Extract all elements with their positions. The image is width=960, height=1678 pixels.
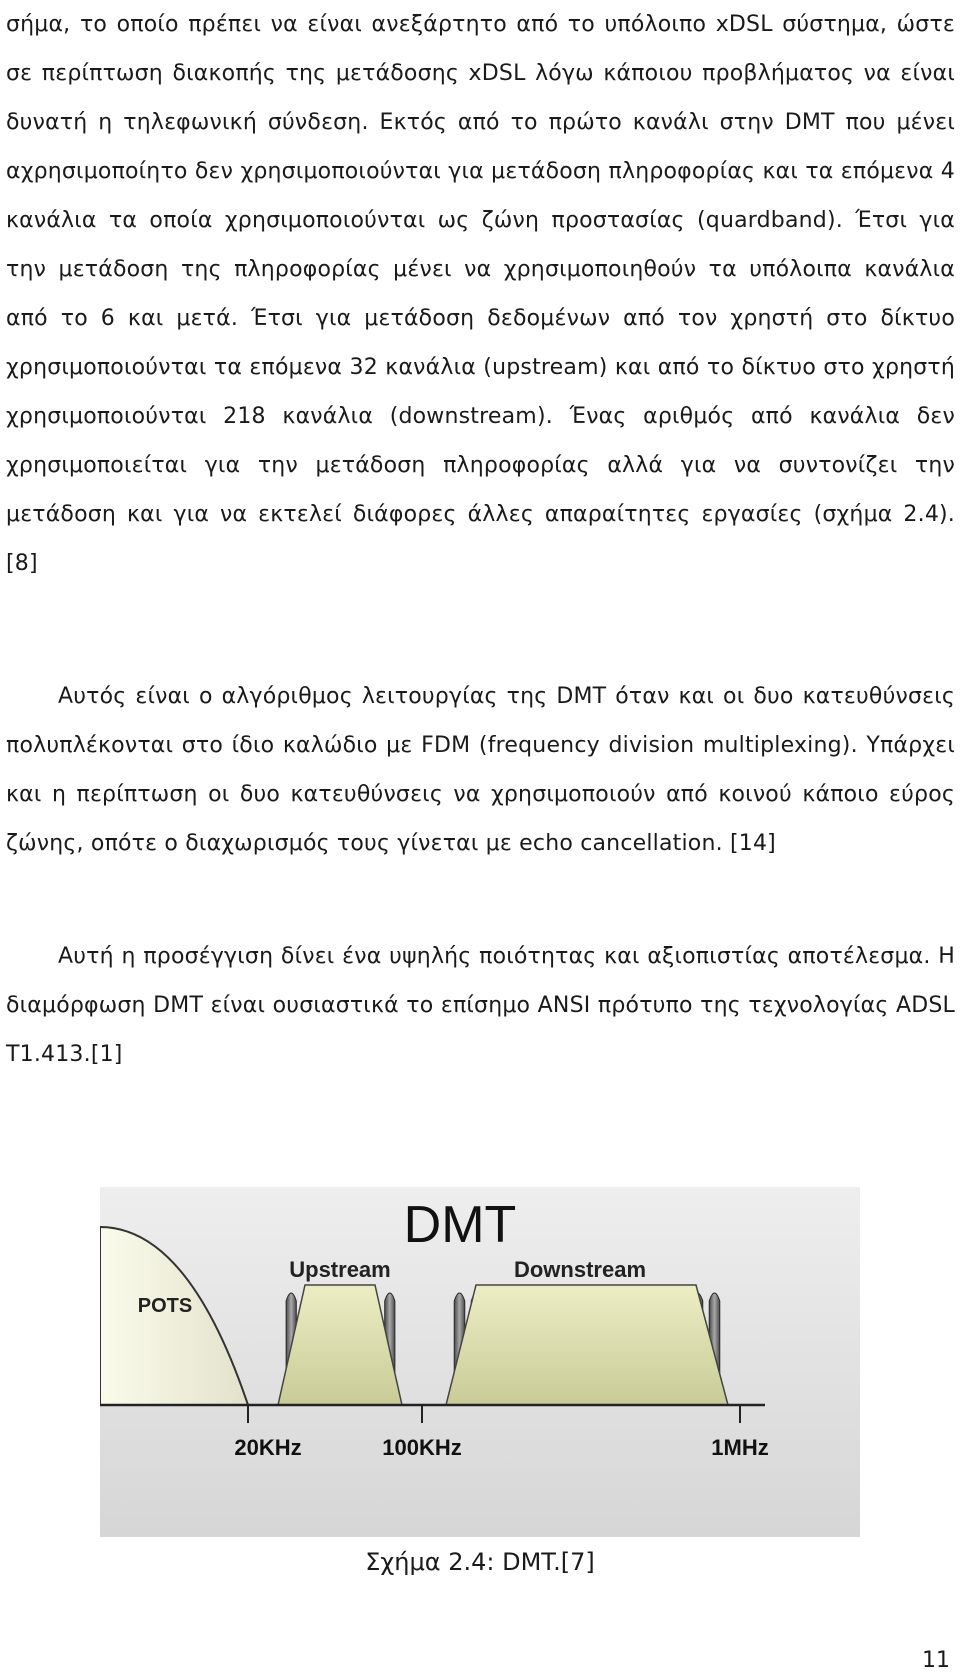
paragraph-3: Αυτή η προσέγγιση δίνει ένα υψηλής ποιότητας και αξιοπιστίας αποτέλεσμα. Η διαμόρφωση DMT είναι ουσιαστικά το επίσημο ANSI πρότυπο της τεχνολογίας ADSL T1.413.[1] (6, 944, 955, 1067)
pots-label: POTS (137, 1295, 193, 1317)
figure-caption: Σχήμα 2.4: DMT.[7] (365, 1548, 595, 1576)
dmt-figure (100, 1187, 860, 1537)
downstream-band (446, 1285, 728, 1405)
page-number: 11 (922, 1648, 950, 1673)
figure-title: DMT (403, 1196, 517, 1254)
upstream-label: Upstream (289, 1257, 391, 1282)
paragraph-2: Αυτός είναι ο αλγόριθμος λειτουργίας της DMT όταν και οι δυο κατευθύνσεις πολυπλέκονται στο ίδιο καλώδιο με FDM (frequency division multiplexing). Υπάρχει και η περίπτωση οι δυο κατευθύνσεις να χρησιμοποιούν από κοινού κάποιο εύρος ζώνης, οπότε ο διαχωρισμός τους γίνεται με echo cancellation. [14] (6, 684, 955, 856)
dmt-diagram (100, 1187, 860, 1537)
paragraph-1: σήμα, το οποίο πρέπει να είναι ανεξάρτητο από το υπόλοιπο xDSL σύστημα, ώστε σε περίπτωση διακοπής της μετάδοσης xDSL λόγω κάποιου προβλήματος να είναι δυνατή η τηλεφωνική σύνδεση. Εκτός από το πρώτο κανάλι στην DMT που μένει αχρησιμοποίητο δεν χρησιμοποιούνται για μετάδοση πληροφορίας και τα επόμενα 4 κανάλια τα οποία χρησιμοποιούνται ως ζώνη προστασίας (quardband). Έτσι για την μετάδοση της πληροφορίας μένει να χρησιμοποιηθούν τα υπόλοιπα κανάλια από το 6 και μετά. Έτσι για μετάδοση δεδομένων από τον χρηστή στο δίκτυο χρησιμοποιούνται τα επόμενα 32 κανάλια (upstream) και από το δίκτυο στο χρηστή χρησιμοποιούνται 218 κανάλια (downstream). Ένας αριθμός από κανάλια δεν χρησιμοποιείται για την μετάδοση πληροφορίας αλλά για να συντονίζει την μετάδοση και για να εκτελεί διάφορες άλλες απαραίτητες εργασίες (σχήμα 2.4). [8] (6, 12, 955, 576)
tick-label-100khz: 100KHz (382, 1435, 462, 1460)
downstream-label: Downstream (513, 1257, 647, 1282)
tick-label-1mhz: 1MHz (711, 1435, 769, 1460)
tick-label-20khz: 20KHz (234, 1435, 302, 1460)
